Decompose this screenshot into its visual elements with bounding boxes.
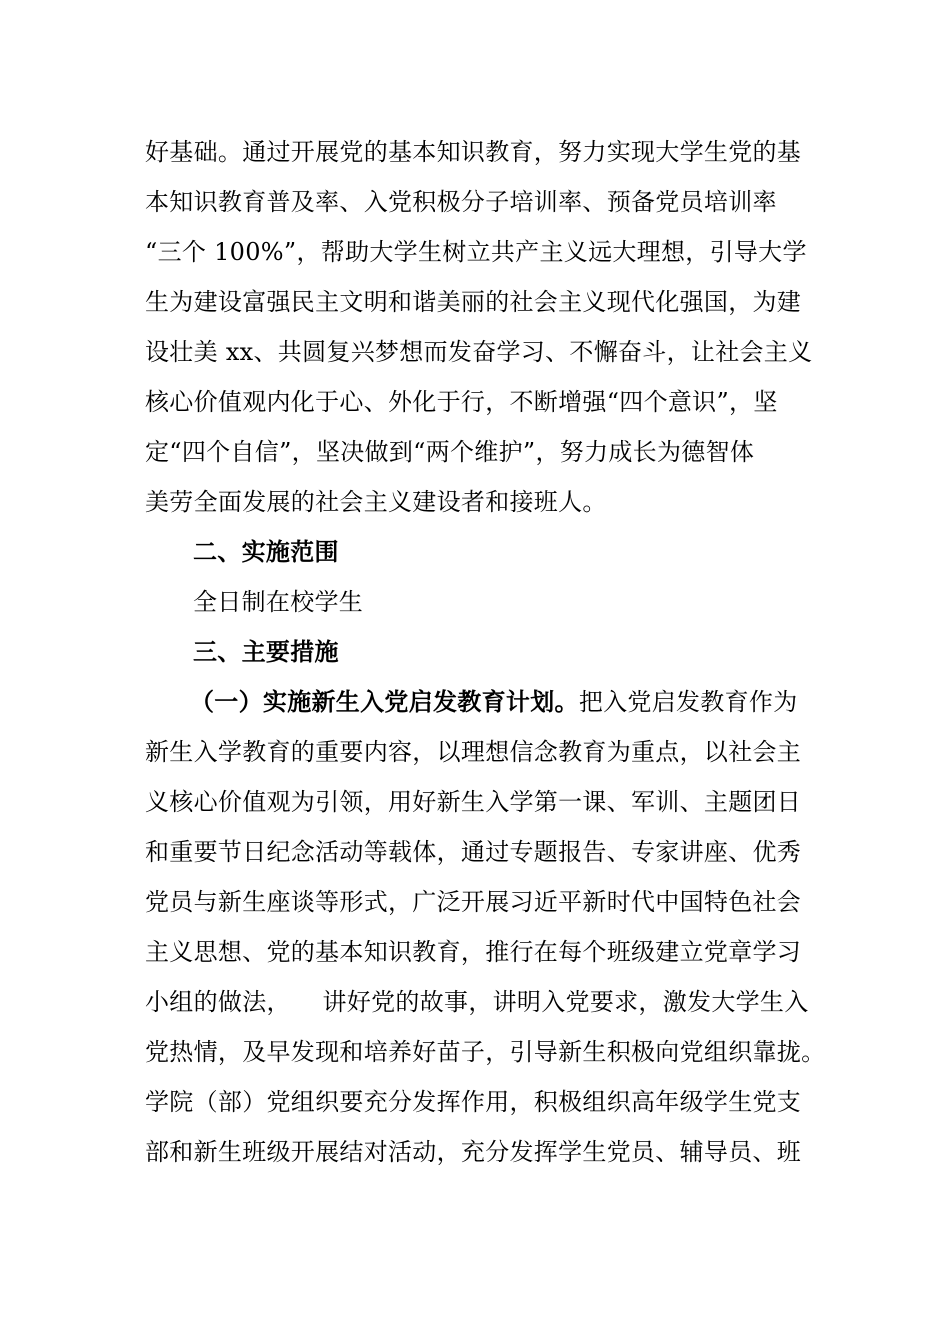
measure-lead-rest: 把入党启发教育作为 (578, 688, 798, 716)
paragraph-line: 小组的做法， 讲好党的故事，讲明入党要求，激发大学生入 (145, 988, 809, 1016)
paragraph-line: 新生入学教育的重要内容，以理想信念教育为重点，以社会主 (145, 738, 802, 766)
paragraph-line: 本知识教育普及率、入党积极分子培训率、预备党员培训率 (145, 188, 777, 216)
paragraph-line: 生为建设富强民主文明和谐美丽的社会主义现代化强国，为建 (145, 288, 802, 316)
paragraph-line: 党热情，及早发现和培养好苗子，引导新生积极向党组织靠拢。 (145, 1038, 826, 1066)
paragraph-line: 义核心价值观为引领，用好新生入学第一课、军训、主题团日 (145, 788, 802, 816)
paragraph-line: 学院（部）党组织要充分发挥作用，积极组织高年级学生党支 (145, 1088, 802, 1116)
section-heading-scope: 二、实施范围 (193, 537, 339, 566)
section-heading-measures: 三、主要措施 (193, 637, 339, 666)
paragraph-line: 主义思想、党的基本知识教育，推行在每个班级建立党章学习 (145, 938, 802, 966)
paragraph-line: 核心价值观内化于心、外化于行，不断增强“四个意识”，坚 (145, 388, 778, 416)
paragraph-line: 好基础。通过开展党的基本知识教育，努力实现大学生党的基 (145, 138, 802, 166)
scope-text: 全日制在校学生 (193, 588, 364, 616)
paragraph-line: 设壮美 xx、共圆复兴梦想而发奋学习、不懈奋斗，让社会主义 (145, 338, 813, 366)
measure-first-line (190, 677, 798, 727)
paragraph-line: “三个 100%”，帮助大学生树立共产主义远大理想，引导大学 (145, 238, 807, 266)
paragraph-line: 和重要节日纪念活动等载体，通过专题报告、专家讲座、优秀 (145, 838, 802, 866)
paragraph-line: 部和新生班级开展结对活动，充分发挥学生党员、辅导员、班 (145, 1138, 802, 1166)
paragraph-line: 定“四个自信”，坚决做到“两个维护”，努力成长为德智体 (145, 438, 755, 466)
measure-lead-title: （一）实施新生入党启发教育计划。 (190, 687, 579, 716)
paragraph-line: 党员与新生座谈等形式，广泛开展习近平新时代中国特色社会 (145, 888, 802, 916)
paragraph-line: 美劳全面发展的社会主义建设者和接班人。 (145, 488, 607, 516)
